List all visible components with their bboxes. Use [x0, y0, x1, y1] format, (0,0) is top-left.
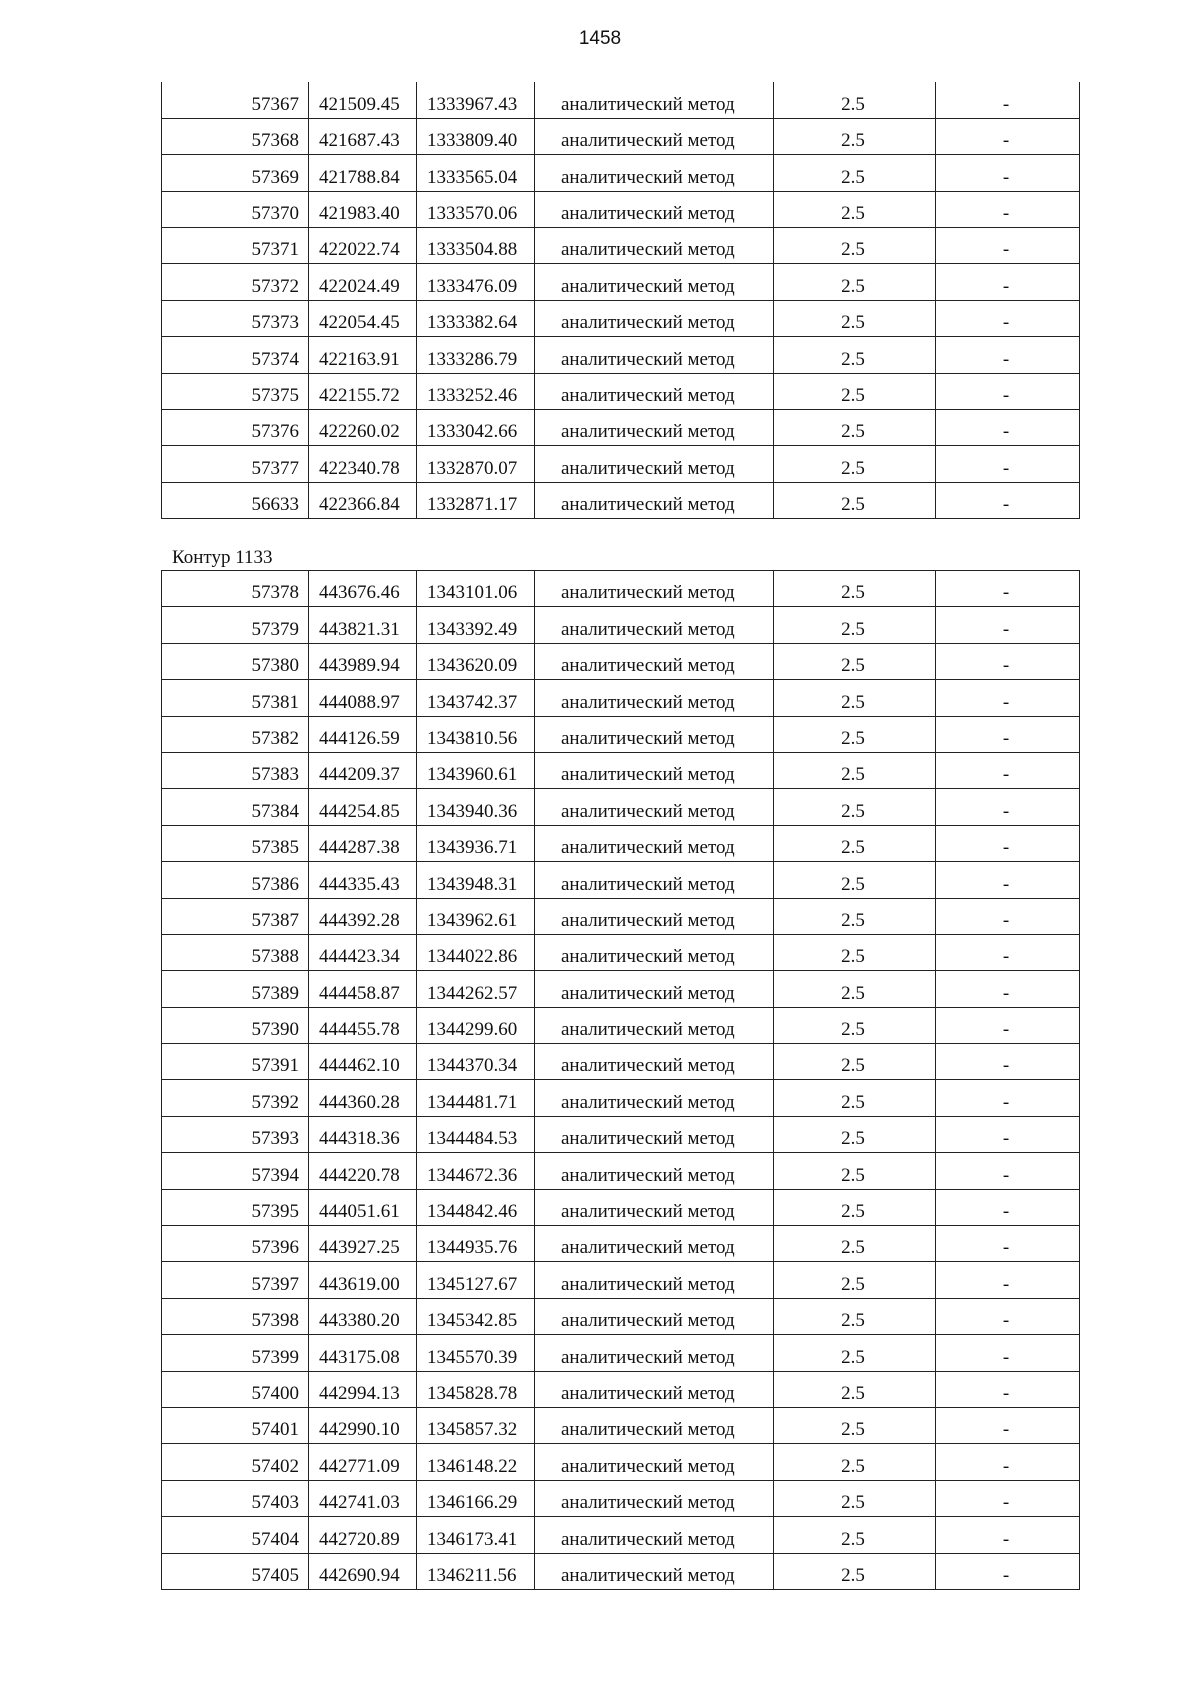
- note-cell: -: [936, 191, 1080, 227]
- note-cell: -: [936, 264, 1080, 300]
- method-cell: аналитический метод: [535, 1226, 774, 1262]
- accuracy-cell: 2.5: [774, 643, 936, 679]
- table-row: [162, 1407, 1080, 1443]
- method-cell: аналитический метод: [535, 300, 774, 336]
- table-row: [162, 191, 1080, 227]
- table-row: [162, 789, 1080, 825]
- x-coordinate-cell: 444287.38: [309, 825, 417, 861]
- point-number-cell: 57383: [162, 752, 309, 788]
- y-coordinate-cell: 1346173.41: [417, 1517, 535, 1553]
- accuracy-cell: 2.5: [774, 1444, 936, 1480]
- method-cell: аналитический метод: [535, 607, 774, 643]
- point-number-cell: 57386: [162, 862, 309, 898]
- method-cell: аналитический метод: [535, 1335, 774, 1371]
- y-coordinate-cell: 1344370.34: [417, 1044, 535, 1080]
- y-coordinate-cell: 1345570.39: [417, 1335, 535, 1371]
- point-number-cell: 57395: [162, 1189, 309, 1225]
- accuracy-cell: 2.5: [774, 1335, 936, 1371]
- note-cell: -: [936, 410, 1080, 446]
- point-number-cell: 57400: [162, 1371, 309, 1407]
- accuracy-cell: 2.5: [774, 1189, 936, 1225]
- point-number-cell: 57396: [162, 1226, 309, 1262]
- x-coordinate-cell: 422340.78: [309, 446, 417, 482]
- x-coordinate-cell: 444462.10: [309, 1044, 417, 1080]
- accuracy-cell: 2.5: [774, 571, 936, 607]
- method-cell: аналитический метод: [535, 118, 774, 154]
- table-row: [162, 825, 1080, 861]
- accuracy-cell: 2.5: [774, 300, 936, 336]
- accuracy-cell: 2.5: [774, 1080, 936, 1116]
- note-cell: -: [936, 155, 1080, 191]
- accuracy-cell: 2.5: [774, 1116, 936, 1152]
- note-cell: -: [936, 373, 1080, 409]
- accuracy-cell: 2.5: [774, 264, 936, 300]
- x-coordinate-cell: 444318.36: [309, 1116, 417, 1152]
- accuracy-cell: 2.5: [774, 862, 936, 898]
- table-row: [162, 862, 1080, 898]
- x-coordinate-cell: 444455.78: [309, 1007, 417, 1043]
- method-cell: аналитический метод: [535, 1080, 774, 1116]
- table-row: [162, 716, 1080, 752]
- point-number-cell: 57368: [162, 118, 309, 154]
- note-cell: -: [936, 607, 1080, 643]
- accuracy-cell: 2.5: [774, 752, 936, 788]
- table-row: [162, 482, 1080, 518]
- table-row: [162, 264, 1080, 300]
- y-coordinate-cell: 1343948.31: [417, 862, 535, 898]
- table-row: [162, 1444, 1080, 1480]
- method-cell: аналитический метод: [535, 1517, 774, 1553]
- method-cell: аналитический метод: [535, 1553, 774, 1589]
- method-cell: аналитический метод: [535, 716, 774, 752]
- x-coordinate-cell: 444392.28: [309, 898, 417, 934]
- note-cell: -: [936, 1298, 1080, 1334]
- accuracy-cell: 2.5: [774, 1407, 936, 1443]
- method-cell: аналитический метод: [535, 971, 774, 1007]
- x-coordinate-cell: 443821.31: [309, 607, 417, 643]
- x-coordinate-cell: 443989.94: [309, 643, 417, 679]
- method-cell: аналитический метод: [535, 1298, 774, 1334]
- point-number-cell: 57367: [162, 82, 309, 118]
- x-coordinate-cell: 421687.43: [309, 118, 417, 154]
- accuracy-cell: 2.5: [774, 680, 936, 716]
- method-cell: аналитический метод: [535, 1189, 774, 1225]
- method-cell: аналитический метод: [535, 825, 774, 861]
- y-coordinate-cell: 1343936.71: [417, 825, 535, 861]
- method-cell: аналитический метод: [535, 1480, 774, 1516]
- x-coordinate-cell: 422155.72: [309, 373, 417, 409]
- y-coordinate-cell: 1344842.46: [417, 1189, 535, 1225]
- method-cell: аналитический метод: [535, 862, 774, 898]
- point-number-cell: 57401: [162, 1407, 309, 1443]
- x-coordinate-cell: 444360.28: [309, 1080, 417, 1116]
- y-coordinate-cell: 1332871.17: [417, 482, 535, 518]
- table-row: [162, 1116, 1080, 1152]
- y-coordinate-cell: 1344672.36: [417, 1153, 535, 1189]
- y-coordinate-cell: 1344299.60: [417, 1007, 535, 1043]
- y-coordinate-cell: 1345857.32: [417, 1407, 535, 1443]
- table-row: [162, 1371, 1080, 1407]
- method-cell: аналитический метод: [535, 1044, 774, 1080]
- table-row: [162, 1335, 1080, 1371]
- x-coordinate-cell: 444220.78: [309, 1153, 417, 1189]
- accuracy-cell: 2.5: [774, 410, 936, 446]
- accuracy-cell: 2.5: [774, 1553, 936, 1589]
- x-coordinate-cell: 421788.84: [309, 155, 417, 191]
- accuracy-cell: 2.5: [774, 1298, 936, 1334]
- y-coordinate-cell: 1333809.40: [417, 118, 535, 154]
- point-number-cell: 57374: [162, 337, 309, 373]
- method-cell: аналитический метод: [535, 789, 774, 825]
- table-row: [162, 300, 1080, 336]
- point-number-cell: 57389: [162, 971, 309, 1007]
- method-cell: аналитический метод: [535, 898, 774, 934]
- method-cell: аналитический метод: [535, 680, 774, 716]
- table-row: [162, 373, 1080, 409]
- point-number-cell: 57371: [162, 228, 309, 264]
- note-cell: -: [936, 1371, 1080, 1407]
- y-coordinate-cell: 1333967.43: [417, 82, 535, 118]
- note-cell: -: [936, 337, 1080, 373]
- y-coordinate-cell: 1343101.06: [417, 571, 535, 607]
- point-number-cell: 57376: [162, 410, 309, 446]
- note-cell: -: [936, 716, 1080, 752]
- x-coordinate-cell: 444458.87: [309, 971, 417, 1007]
- table-row: [162, 1007, 1080, 1043]
- note-cell: -: [936, 643, 1080, 679]
- x-coordinate-cell: 422054.45: [309, 300, 417, 336]
- accuracy-cell: 2.5: [774, 228, 936, 264]
- accuracy-cell: 2.5: [774, 1226, 936, 1262]
- y-coordinate-cell: 1333565.04: [417, 155, 535, 191]
- table-row: [162, 1553, 1080, 1589]
- method-cell: аналитический метод: [535, 571, 774, 607]
- accuracy-cell: 2.5: [774, 82, 936, 118]
- note-cell: -: [936, 825, 1080, 861]
- point-number-cell: 57405: [162, 1553, 309, 1589]
- table-row: [162, 1262, 1080, 1298]
- y-coordinate-cell: 1343962.61: [417, 898, 535, 934]
- y-coordinate-cell: 1332870.07: [417, 446, 535, 482]
- x-coordinate-cell: 444254.85: [309, 789, 417, 825]
- table-row: [162, 607, 1080, 643]
- accuracy-cell: 2.5: [774, 825, 936, 861]
- point-number-cell: 57380: [162, 643, 309, 679]
- point-number-cell: 57382: [162, 716, 309, 752]
- point-number-cell: 56633: [162, 482, 309, 518]
- x-coordinate-cell: 443676.46: [309, 571, 417, 607]
- note-cell: -: [936, 1335, 1080, 1371]
- x-coordinate-cell: 422024.49: [309, 264, 417, 300]
- table-row: [162, 82, 1080, 118]
- method-cell: аналитический метод: [535, 191, 774, 227]
- x-coordinate-cell: 442994.13: [309, 1371, 417, 1407]
- point-number-cell: 57387: [162, 898, 309, 934]
- method-cell: аналитический метод: [535, 643, 774, 679]
- point-number-cell: 57372: [162, 264, 309, 300]
- y-coordinate-cell: 1344935.76: [417, 1226, 535, 1262]
- note-cell: -: [936, 300, 1080, 336]
- note-cell: -: [936, 82, 1080, 118]
- table-row: [162, 1226, 1080, 1262]
- point-number-cell: 57390: [162, 1007, 309, 1043]
- note-cell: -: [936, 1189, 1080, 1225]
- y-coordinate-cell: 1346166.29: [417, 1480, 535, 1516]
- accuracy-cell: 2.5: [774, 1262, 936, 1298]
- note-cell: -: [936, 1444, 1080, 1480]
- accuracy-cell: 2.5: [774, 934, 936, 970]
- x-coordinate-cell: 443619.00: [309, 1262, 417, 1298]
- table-row: [162, 1153, 1080, 1189]
- x-coordinate-cell: 443927.25: [309, 1226, 417, 1262]
- method-cell: аналитический метод: [535, 752, 774, 788]
- page-number: 1458: [578, 28, 622, 49]
- y-coordinate-cell: 1333570.06: [417, 191, 535, 227]
- note-cell: -: [936, 971, 1080, 1007]
- x-coordinate-cell: 442990.10: [309, 1407, 417, 1443]
- note-cell: -: [936, 1116, 1080, 1152]
- note-cell: -: [936, 446, 1080, 482]
- method-cell: аналитический метод: [535, 373, 774, 409]
- y-coordinate-cell: 1344481.71: [417, 1080, 535, 1116]
- method-cell: аналитический метод: [535, 446, 774, 482]
- x-coordinate-cell: 442771.09: [309, 1444, 417, 1480]
- note-cell: -: [936, 118, 1080, 154]
- point-number-cell: 57377: [162, 446, 309, 482]
- y-coordinate-cell: 1343960.61: [417, 752, 535, 788]
- method-cell: аналитический метод: [535, 1116, 774, 1152]
- method-cell: аналитический метод: [535, 1153, 774, 1189]
- point-number-cell: 57370: [162, 191, 309, 227]
- y-coordinate-cell: 1343810.56: [417, 716, 535, 752]
- point-number-cell: 57391: [162, 1044, 309, 1080]
- y-coordinate-cell: 1345342.85: [417, 1298, 535, 1334]
- method-cell: аналитический метод: [535, 228, 774, 264]
- method-cell: аналитический метод: [535, 410, 774, 446]
- table-row: [162, 446, 1080, 482]
- note-cell: -: [936, 898, 1080, 934]
- y-coordinate-cell: 1333286.79: [417, 337, 535, 373]
- point-number-cell: 57388: [162, 934, 309, 970]
- x-coordinate-cell: 443175.08: [309, 1335, 417, 1371]
- point-number-cell: 57393: [162, 1116, 309, 1152]
- point-number-cell: 57378: [162, 571, 309, 607]
- accuracy-cell: 2.5: [774, 191, 936, 227]
- x-coordinate-cell: 442690.94: [309, 1553, 417, 1589]
- note-cell: -: [936, 1517, 1080, 1553]
- note-cell: -: [936, 482, 1080, 518]
- accuracy-cell: 2.5: [774, 971, 936, 1007]
- table-row: [162, 680, 1080, 716]
- note-cell: -: [936, 1226, 1080, 1262]
- table-row: [162, 898, 1080, 934]
- y-coordinate-cell: 1346148.22: [417, 1444, 535, 1480]
- point-number-cell: 57385: [162, 825, 309, 861]
- accuracy-cell: 2.5: [774, 1517, 936, 1553]
- method-cell: аналитический метод: [535, 82, 774, 118]
- accuracy-cell: 2.5: [774, 898, 936, 934]
- accuracy-cell: 2.5: [774, 1007, 936, 1043]
- y-coordinate-cell: 1346211.56: [417, 1553, 535, 1589]
- y-coordinate-cell: 1333476.09: [417, 264, 535, 300]
- method-cell: аналитический метод: [535, 1371, 774, 1407]
- x-coordinate-cell: 422366.84: [309, 482, 417, 518]
- method-cell: аналитический метод: [535, 482, 774, 518]
- x-coordinate-cell: 444335.43: [309, 862, 417, 898]
- note-cell: -: [936, 1553, 1080, 1589]
- note-cell: -: [936, 1480, 1080, 1516]
- point-number-cell: 57392: [162, 1080, 309, 1116]
- y-coordinate-cell: 1343392.49: [417, 607, 535, 643]
- accuracy-cell: 2.5: [774, 155, 936, 191]
- accuracy-cell: 2.5: [774, 337, 936, 373]
- note-cell: -: [936, 571, 1080, 607]
- table-row: [162, 1298, 1080, 1334]
- note-cell: -: [936, 228, 1080, 264]
- y-coordinate-cell: 1345127.67: [417, 1262, 535, 1298]
- y-coordinate-cell: 1333382.64: [417, 300, 535, 336]
- point-number-cell: 57375: [162, 373, 309, 409]
- note-cell: -: [936, 1262, 1080, 1298]
- table-row: [162, 752, 1080, 788]
- note-cell: -: [936, 934, 1080, 970]
- table-row: [162, 1044, 1080, 1080]
- contour-label: Контур 1133: [172, 547, 273, 568]
- x-coordinate-cell: 422163.91: [309, 337, 417, 373]
- accuracy-cell: 2.5: [774, 373, 936, 409]
- table-row: [162, 643, 1080, 679]
- method-cell: аналитический метод: [535, 1007, 774, 1043]
- y-coordinate-cell: 1344022.86: [417, 934, 535, 970]
- point-number-cell: 57379: [162, 607, 309, 643]
- method-cell: аналитический метод: [535, 1262, 774, 1298]
- table-row: [162, 971, 1080, 1007]
- point-number-cell: 57384: [162, 789, 309, 825]
- point-number-cell: 57402: [162, 1444, 309, 1480]
- table-row: [162, 1189, 1080, 1225]
- method-cell: аналитический метод: [535, 264, 774, 300]
- accuracy-cell: 2.5: [774, 1480, 936, 1516]
- table-row: [162, 1080, 1080, 1116]
- x-coordinate-cell: 444209.37: [309, 752, 417, 788]
- point-number-cell: 57404: [162, 1517, 309, 1553]
- point-number-cell: 57394: [162, 1153, 309, 1189]
- accuracy-cell: 2.5: [774, 1371, 936, 1407]
- x-coordinate-cell: 444051.61: [309, 1189, 417, 1225]
- y-coordinate-cell: 1343940.36: [417, 789, 535, 825]
- accuracy-cell: 2.5: [774, 1153, 936, 1189]
- x-coordinate-cell: 444126.59: [309, 716, 417, 752]
- note-cell: -: [936, 752, 1080, 788]
- table-row: [162, 410, 1080, 446]
- point-number-cell: 57403: [162, 1480, 309, 1516]
- x-coordinate-cell: 421983.40: [309, 191, 417, 227]
- y-coordinate-cell: 1344262.57: [417, 971, 535, 1007]
- accuracy-cell: 2.5: [774, 716, 936, 752]
- point-number-cell: 57398: [162, 1298, 309, 1334]
- x-coordinate-cell: 442741.03: [309, 1480, 417, 1516]
- table-row: [162, 228, 1080, 264]
- accuracy-cell: 2.5: [774, 118, 936, 154]
- note-cell: -: [936, 1407, 1080, 1443]
- accuracy-cell: 2.5: [774, 482, 936, 518]
- note-cell: -: [936, 680, 1080, 716]
- y-coordinate-cell: 1345828.78: [417, 1371, 535, 1407]
- accuracy-cell: 2.5: [774, 607, 936, 643]
- point-number-cell: 57399: [162, 1335, 309, 1371]
- y-coordinate-cell: 1344484.53: [417, 1116, 535, 1152]
- note-cell: -: [936, 789, 1080, 825]
- table-row: [162, 934, 1080, 970]
- y-coordinate-cell: 1343742.37: [417, 680, 535, 716]
- table-row: [162, 571, 1080, 607]
- method-cell: аналитический метод: [535, 1444, 774, 1480]
- x-coordinate-cell: 444088.97: [309, 680, 417, 716]
- table-row: [162, 1480, 1080, 1516]
- coordinates-table-top: [161, 82, 1080, 519]
- y-coordinate-cell: 1333042.66: [417, 410, 535, 446]
- coordinates-table-contour: [161, 570, 1080, 1590]
- point-number-cell: 57381: [162, 680, 309, 716]
- method-cell: аналитический метод: [535, 337, 774, 373]
- accuracy-cell: 2.5: [774, 1044, 936, 1080]
- method-cell: аналитический метод: [535, 155, 774, 191]
- y-coordinate-cell: 1333252.46: [417, 373, 535, 409]
- note-cell: -: [936, 862, 1080, 898]
- point-number-cell: 57373: [162, 300, 309, 336]
- note-cell: -: [936, 1153, 1080, 1189]
- table-row: [162, 118, 1080, 154]
- x-coordinate-cell: 443380.20: [309, 1298, 417, 1334]
- x-coordinate-cell: 444423.34: [309, 934, 417, 970]
- y-coordinate-cell: 1343620.09: [417, 643, 535, 679]
- point-number-cell: 57369: [162, 155, 309, 191]
- x-coordinate-cell: 422022.74: [309, 228, 417, 264]
- table-row: [162, 1517, 1080, 1553]
- y-coordinate-cell: 1333504.88: [417, 228, 535, 264]
- method-cell: аналитический метод: [535, 934, 774, 970]
- table-row: [162, 155, 1080, 191]
- accuracy-cell: 2.5: [774, 446, 936, 482]
- accuracy-cell: 2.5: [774, 789, 936, 825]
- table-row: [162, 337, 1080, 373]
- note-cell: -: [936, 1044, 1080, 1080]
- method-cell: аналитический метод: [535, 1407, 774, 1443]
- x-coordinate-cell: 442720.89: [309, 1517, 417, 1553]
- note-cell: -: [936, 1080, 1080, 1116]
- note-cell: -: [936, 1007, 1080, 1043]
- x-coordinate-cell: 422260.02: [309, 410, 417, 446]
- x-coordinate-cell: 421509.45: [309, 82, 417, 118]
- point-number-cell: 57397: [162, 1262, 309, 1298]
